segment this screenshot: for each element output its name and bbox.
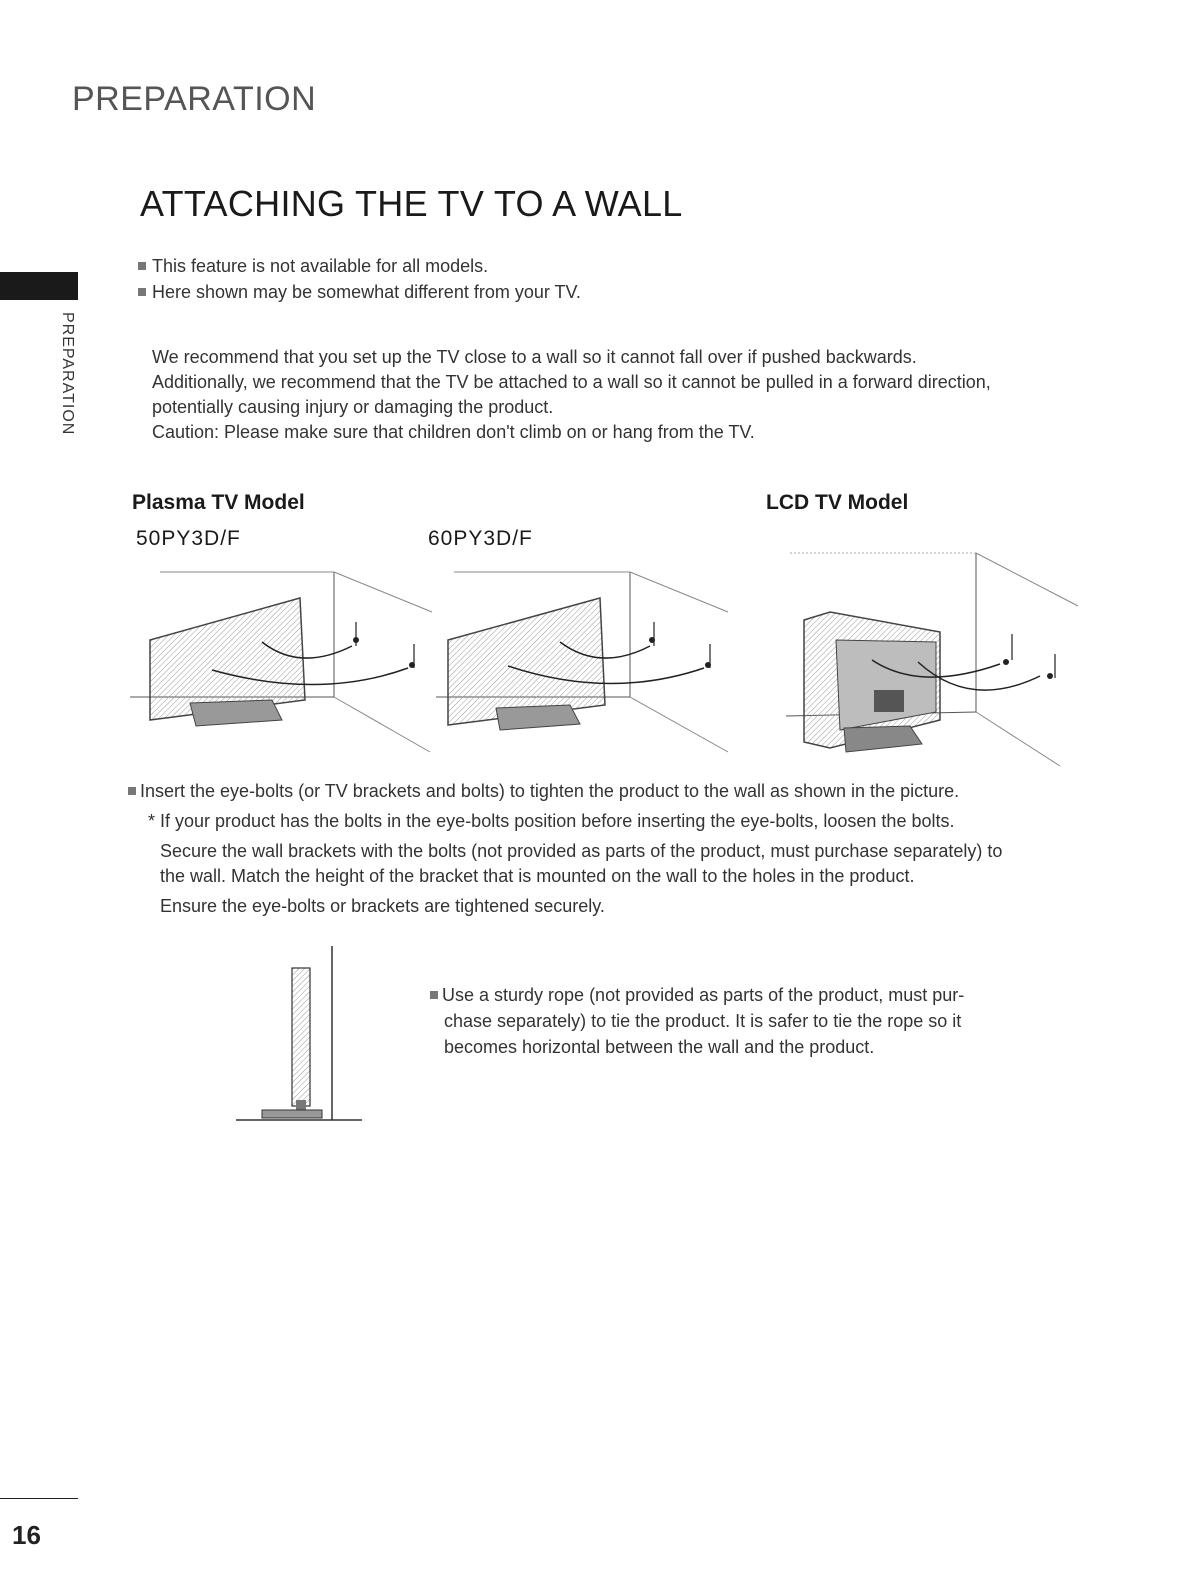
note-item: This feature is not available for all models.: [138, 256, 488, 277]
lcd-model-label: LCD TV Model: [766, 491, 909, 514]
footer-divider: [0, 1498, 78, 1499]
rope-instruction: Use a sturdy rope (not provided as parts of the product, must pur- chase separately) to tie the product. It is safer to tie the rope so it becomes horizontal between the wall and the product.: [430, 982, 1030, 1060]
instruction-asterisk: * If your product has the bolts in the eye-bolts position before inserting the eye-bolts, loosen the bolts.: [148, 811, 955, 831]
instruction-secure-line: the wall. Match the height of the bracket that is mounted on the wall to the holes in the product.: [160, 866, 915, 886]
page-number: 16: [12, 1520, 41, 1550]
plasma-50-illustration: [130, 572, 432, 752]
intro-line: Additionally, we recommend that the TV be attached to a wall so it cannot be pulled in a forward direction,: [152, 372, 991, 392]
lcd-illustration: [786, 553, 1078, 766]
side-tab-label: PREPARATION: [59, 312, 76, 436]
intro-line: potentially causing injury or damaging the product.: [152, 397, 554, 417]
page-title: ATTACHING THE TV TO A WALL: [140, 183, 683, 224]
instruction-secure-line: Secure the wall brackets with the bolts (not provided as parts of the product, must purchase separately) to: [160, 841, 1003, 861]
bullet-square-icon: [128, 787, 136, 795]
intro-line: We recommend that you set up the TV close to a wall so it cannot fall over if pushed backwards.: [152, 347, 917, 367]
intro-line: Caution: Please make sure that children don't climb on or hang from the TV.: [152, 422, 755, 442]
model-number-50: 50PY3D/F: [136, 527, 241, 550]
model-number-60: 60PY3D/F: [428, 527, 533, 550]
plasma-model-label: Plasma TV Model: [132, 491, 305, 514]
note-item: Here shown may be somewhat different from your TV.: [138, 282, 581, 303]
plasma-60-illustration: [436, 572, 728, 752]
side-view-illustration: [236, 946, 362, 1120]
instruction-ensure: Ensure the eye-bolts or brackets are tightened securely.: [160, 896, 605, 916]
bullet-square-icon: [430, 991, 438, 999]
instruction-bullet: Insert the eye-bolts (or TV brackets and bolts) to tighten the product to the wall as shown in the picture.: [128, 778, 959, 804]
section-header: PREPARATION: [72, 80, 317, 118]
